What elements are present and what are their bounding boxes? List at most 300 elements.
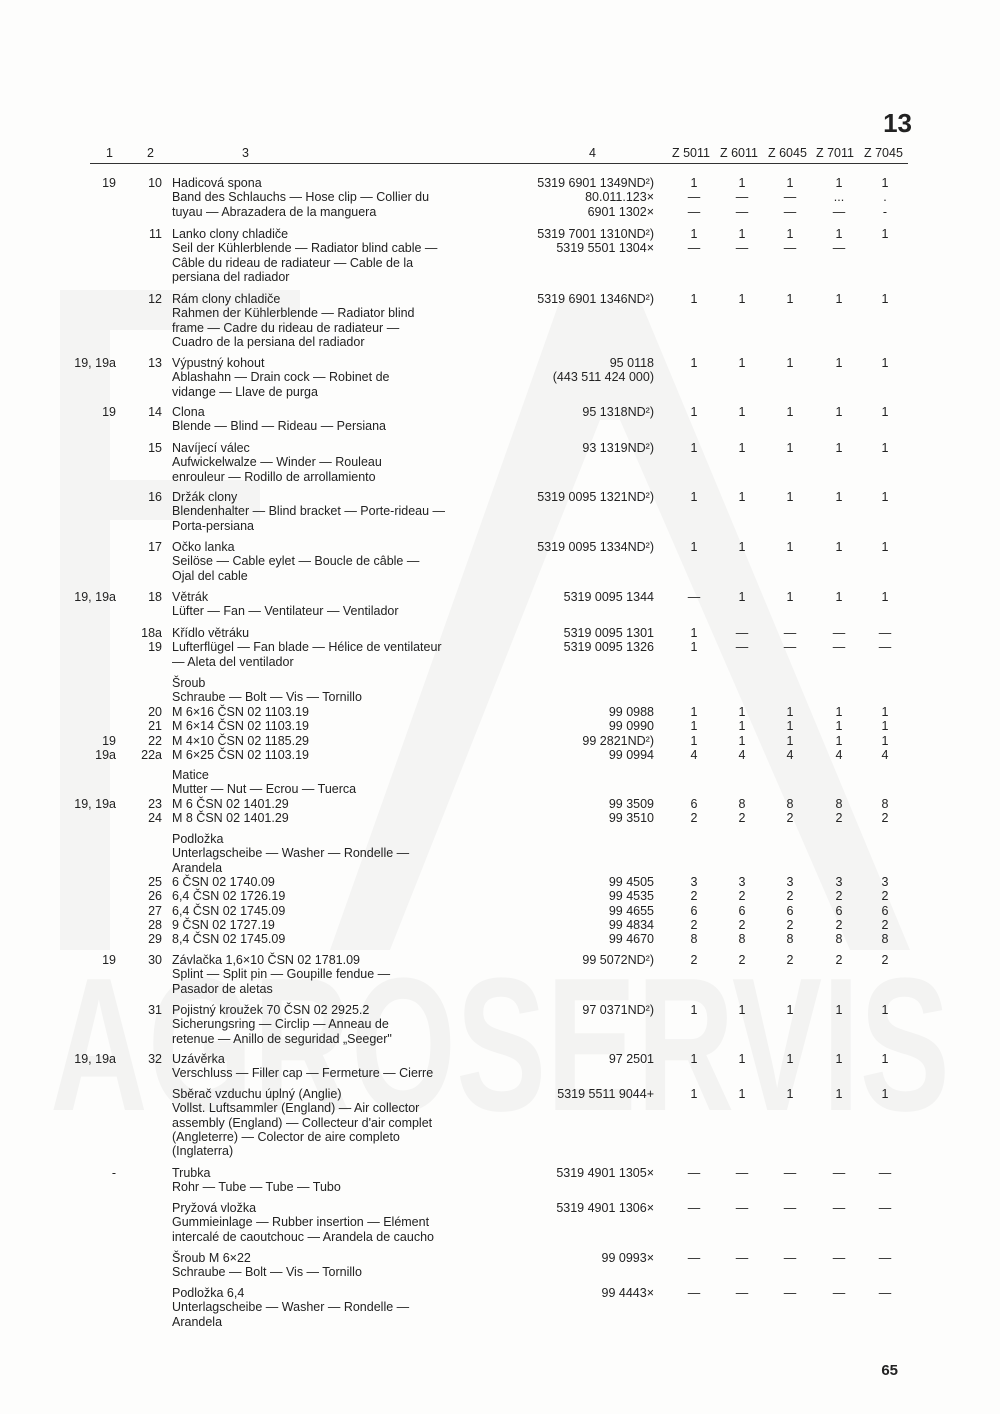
qty-cell-model-1 [730, 292, 754, 306]
qty-cell-model-3-line: — [832, 1251, 846, 1265]
ref-cell [60, 176, 116, 190]
position-line [136, 676, 162, 690]
qty-cell-model-4 [873, 797, 897, 826]
part-number-cell-line: 5319 0095 1301 [563, 626, 654, 640]
description-cell-line: Verschluss — Filler cap — Fermeture — Cierre [172, 1066, 434, 1081]
part-number-cell [500, 1286, 654, 1300]
description-cell [172, 405, 512, 434]
qty-cell-model-2-line: 2 [786, 917, 794, 932]
qty-cell-model-2-line: 1 [786, 705, 794, 719]
qty-cell-model-4 [873, 176, 897, 219]
qty-cell-model-1-line: — [735, 1286, 749, 1300]
qty-cell-model-3 [827, 227, 851, 256]
description-cell-line: 9 ČSN 02 1727.19 [172, 917, 275, 932]
description-cell-line: Cuadro de la persiana del radiador [172, 334, 365, 349]
part-number-cell-line: 99 0994 [608, 747, 654, 762]
ref-line: 19 [102, 176, 116, 190]
ref-cell [60, 1052, 116, 1066]
qty-cell-model-2 [778, 227, 802, 256]
qty-cell-model-3 [827, 1003, 851, 1017]
qty-cell-model-4 [873, 1087, 897, 1101]
qty-cell-model-3-line: 1 [835, 441, 843, 455]
qty-cell-model-0 [682, 797, 706, 826]
qty-cell-model-2-line: 1 [786, 176, 794, 190]
qty-cell-model-1 [730, 797, 754, 826]
part-number-cell [500, 953, 654, 967]
qty-cell-model-2 [778, 1003, 802, 1017]
position-cell [136, 768, 162, 782]
qty-cell-model-1-line: 1 [738, 540, 746, 554]
description-cell-line: assembly (England) — Collecteur d'air complet [172, 1115, 433, 1130]
qty-cell-model-4 [873, 441, 897, 455]
part-number-cell-line: 99 0988 [608, 705, 654, 719]
qty-cell-model-2-line: 2 [786, 811, 794, 826]
ref-line [60, 719, 116, 733]
description-cell-line: M 6 ČSN 02 1401.29 [172, 797, 289, 811]
position-cell [136, 1087, 162, 1101]
description-cell-line: 6 ČSN 02 1740.09 [172, 875, 275, 889]
ref-cell [60, 1251, 116, 1265]
ref-cell [60, 1166, 116, 1180]
description-cell-line: Lufterflügel — Fan blade — Hélice de ventilateur [172, 640, 442, 655]
ref-line [60, 441, 116, 455]
description-cell-line: M 4×10 ČSN 02 1185.29 [172, 733, 310, 748]
position-line [136, 1251, 162, 1265]
description-cell-line: M 6×25 ČSN 02 1103.19 [172, 747, 310, 762]
part-number-cell [500, 797, 654, 826]
part-number-cell-line: 5319 0095 1334ND²) [537, 540, 654, 554]
description-cell-line: Větrák [172, 590, 209, 604]
ref-line: 19, 19a [74, 590, 116, 604]
description-cell-line: Blende — Blind — Rideau — Persiana [172, 419, 387, 434]
qty-cell-model-2 [778, 441, 802, 455]
qty-cell-model-1-line: 1 [738, 590, 746, 604]
part-number-cell-line: 99 3509 [608, 797, 654, 811]
description-cell-line: Šroub M 6×22 [172, 1251, 251, 1265]
position-cell [136, 441, 162, 455]
qty-cell-model-3-line: 1 [835, 356, 843, 370]
qty-cell-model-2-line: 6 [786, 903, 794, 918]
qty-cell-model-2-line: — [783, 640, 797, 655]
qty-cell-model-1 [730, 1201, 754, 1215]
qty-cell-model-0-line: 1 [690, 227, 698, 241]
qty-cell-model-0 [682, 490, 706, 504]
qty-cell-model-0-line: 1 [690, 540, 698, 554]
ref-cell [60, 227, 116, 241]
ref-line [60, 832, 116, 846]
qty-cell-model-1-line: 1 [738, 1003, 746, 1017]
description-cell-line: Rohr — Tube — Tube — Tubo [172, 1180, 341, 1195]
qty-cell-model-1-line: — [735, 626, 749, 640]
qty-cell-model-4-line: 4 [881, 747, 889, 762]
part-number-cell-line: 99 0990 [608, 719, 654, 734]
ref-line [60, 705, 116, 719]
qty-cell-model-2-line: — [783, 1166, 797, 1180]
position-cell [136, 797, 162, 826]
qty-cell-model-4 [873, 292, 897, 306]
qty-cell-model-0 [682, 1003, 706, 1017]
qty-cell-model-3-line: 1 [835, 705, 843, 719]
description-cell-line: Očko lanka [172, 540, 235, 554]
part-number-cell [500, 176, 654, 219]
qty-cell-model-0-line: 6 [690, 797, 698, 811]
qty-cell-model-3 [827, 176, 851, 219]
qty-cell-model-0 [682, 356, 706, 370]
description-cell-line: Câble du rideau de radiateur — Cable de la [172, 255, 414, 270]
description-cell-line: Šroub [172, 676, 206, 690]
qty-cell-model-3 [827, 490, 851, 504]
qty-cell-model-2-line: 1 [786, 405, 794, 419]
qty-cell-model-0-line: 1 [690, 626, 698, 640]
description-cell-line: Arandela [172, 860, 223, 875]
description-cell [172, 832, 512, 875]
qty-cell-model-2 [778, 1286, 802, 1300]
qty-cell-model-0 [682, 626, 706, 655]
qty-cell-model-4-line: — [878, 1201, 892, 1215]
description-cell-line: Podložka 6,4 [172, 1286, 245, 1300]
qty-cell-model-2-line: 1 [786, 719, 794, 734]
part-number-cell-line: 93 1319ND²) [582, 441, 654, 455]
qty-cell-model-2 [778, 1087, 802, 1101]
ref-cell [60, 356, 116, 370]
ref-line [60, 1087, 116, 1101]
ref-cell [60, 705, 116, 762]
qty-cell-model-1-line: 1 [738, 405, 746, 419]
description-cell-line: Clona [172, 405, 205, 419]
qty-cell-model-2 [778, 797, 802, 826]
qty-cell-model-4-line: . [883, 190, 887, 205]
qty-cell-model-4-line: 1 [881, 540, 889, 554]
qty-cell-model-0-line: 1 [690, 356, 698, 370]
qty-cell-model-2-line: — [783, 1286, 797, 1300]
description-cell-line: Pasador de aletas [172, 981, 273, 996]
qty-cell-model-2-line: 1 [786, 1003, 794, 1017]
qty-cell-model-4-line: — [878, 1251, 892, 1265]
qty-cell-model-3 [827, 1087, 851, 1101]
qty-cell-model-1-line: 8 [738, 932, 746, 947]
qty-cell-model-4-line: 1 [881, 719, 889, 734]
part-number-cell-line: 99 5072ND²) [582, 953, 654, 967]
part-number-cell-line: 99 2821ND²) [582, 733, 654, 748]
header-col3: 3 [242, 146, 249, 160]
description-cell-line: Seil der Kühlerblende — Radiator blind cable — [172, 241, 438, 256]
qty-cell-model-2 [778, 1201, 802, 1215]
qty-cell-model-3-line: 2 [835, 889, 843, 904]
ref-cell [60, 676, 116, 690]
qty-cell-model-1-line: — [735, 190, 749, 205]
position-line: 11 [149, 227, 162, 241]
ref-line [60, 540, 116, 554]
qty-cell-model-4-line: 1 [881, 441, 889, 455]
qty-cell-model-4-line: 1 [881, 1087, 889, 1101]
part-number-cell-line: (443 511 424 000) [552, 370, 654, 385]
qty-cell-model-3 [827, 590, 851, 604]
position-line: 15 [148, 441, 162, 455]
ref-line [60, 676, 116, 690]
description-cell [172, 590, 512, 619]
qty-cell-model-2-line: — [783, 1201, 797, 1215]
description-cell-line: Rahmen der Kühlerblende — Radiator blind [172, 306, 415, 321]
qty-cell-model-4-line: — [878, 1286, 892, 1300]
qty-cell-model-0 [682, 441, 706, 455]
description-cell [172, 540, 512, 583]
qty-cell-model-3-line: 1 [835, 590, 843, 604]
part-number-cell-line: 5319 4901 1305× [556, 1166, 654, 1180]
ref-line: - [111, 1166, 116, 1180]
qty-cell-model-1-line: — [735, 1251, 749, 1265]
part-number-cell [500, 405, 654, 419]
position-cell [136, 227, 162, 241]
position-cell [136, 1201, 162, 1215]
position-line: 27 [148, 903, 162, 918]
position-line: 29 [148, 932, 162, 947]
qty-cell-model-3 [827, 405, 851, 419]
description-cell-line: Schraube — Bolt — Vis — Tornillo [172, 690, 362, 705]
description-cell-line: Gummieinlage — Rubber insertion — Elément [172, 1215, 430, 1230]
description-cell-line: Hadicová spona [172, 176, 262, 190]
position-line: 20 [148, 705, 162, 719]
qty-cell-model-2 [778, 1166, 802, 1180]
part-number-cell-line: 5319 5501 1304× [556, 241, 654, 256]
ref-line [60, 1251, 116, 1265]
qty-cell-model-3 [827, 1166, 851, 1180]
description-cell [172, 490, 512, 533]
qty-cell-model-4 [873, 1286, 897, 1300]
description-cell-line: Band des Schlauchs — Hose clip — Collier du [172, 190, 430, 205]
position-line: 24 [148, 811, 162, 826]
position-cell [136, 1166, 162, 1180]
description-cell-line: persiana del radiador [172, 269, 290, 284]
qty-cell-model-2-line: 1 [786, 540, 794, 554]
qty-cell-model-4-line: 3 [881, 875, 889, 889]
qty-cell-model-1-line: 1 [738, 719, 746, 734]
qty-cell-model-0-line: 1 [690, 292, 698, 306]
qty-cell-model-2-line: 3 [786, 875, 794, 889]
qty-cell-model-3-line: — [832, 626, 846, 640]
qty-cell-model-1-line: 1 [738, 356, 746, 370]
part-number-cell [500, 441, 654, 455]
qty-cell-model-2-line: 1 [786, 227, 794, 241]
qty-cell-model-1 [730, 356, 754, 370]
description-cell [172, 768, 512, 797]
qty-cell-model-3-line: 1 [835, 405, 843, 419]
position-line: 32 [148, 1052, 162, 1066]
part-number-cell-line: 5319 0095 1326 [563, 640, 654, 655]
ref-line: 19, 19a [74, 356, 116, 370]
qty-cell-model-3-line: — [832, 204, 846, 219]
description-cell [172, 227, 512, 284]
position-line: 17 [148, 540, 162, 554]
description-cell-line: enrouleur — Rodillo de arrollamiento [172, 469, 376, 484]
qty-cell-model-0 [682, 705, 706, 762]
part-number-cell-line: 5319 0095 1344 [563, 590, 654, 604]
description-cell [172, 441, 512, 484]
qty-cell-model-1 [730, 540, 754, 554]
qty-cell-model-4-line: 1 [881, 405, 889, 419]
qty-cell-model-4-line: 2 [881, 811, 889, 826]
part-number-cell [500, 227, 654, 256]
qty-cell-model-1-line: — [735, 1166, 749, 1180]
description-cell [172, 1251, 512, 1280]
qty-cell-model-3 [827, 356, 851, 370]
position-line: 26 [148, 889, 162, 904]
description-cell [172, 1052, 512, 1081]
description-cell-line: Porta-persiana [172, 518, 254, 533]
qty-cell-model-2 [778, 490, 802, 504]
description-cell-line: Aufwickelwalze — Winder — Rouleau [172, 455, 382, 470]
description-cell-line: — Aleta del ventilador [172, 654, 294, 669]
qty-cell-model-0-line: 1 [690, 640, 698, 655]
qty-cell-model-3-line: 6 [835, 903, 843, 918]
qty-cell-model-2-line: — [783, 204, 797, 219]
qty-cell-model-1-line: 1 [738, 733, 746, 748]
qty-cell-model-2-line: 1 [786, 292, 794, 306]
part-number-cell-line: 5319 7001 1310ND²) [537, 227, 654, 241]
qty-cell-model-0-line: 6 [690, 903, 698, 918]
ref-cell [60, 953, 116, 967]
qty-cell-model-0-line: 1 [690, 176, 698, 190]
qty-cell-model-2 [778, 356, 802, 370]
part-number-cell-line: 95 0118 [609, 356, 654, 370]
qty-cell-model-4-line: 1 [881, 356, 889, 370]
position-line: 12 [148, 292, 162, 306]
ref-cell [60, 797, 116, 811]
part-number-cell [500, 292, 654, 306]
position-cell [136, 540, 162, 554]
description-cell-line: Matice [172, 768, 209, 782]
qty-cell-model-3-line: 3 [835, 875, 843, 889]
ref-line: 19 [102, 953, 116, 967]
qty-cell-model-1 [730, 176, 754, 219]
qty-cell-model-0 [682, 1286, 706, 1300]
qty-cell-model-0 [682, 405, 706, 419]
description-cell [172, 1087, 512, 1158]
description-cell-line: Držák clony [172, 490, 238, 504]
ref-line: 19 [102, 733, 116, 748]
qty-cell-model-2-line: 1 [786, 356, 794, 370]
qty-cell-model-1 [730, 1087, 754, 1101]
qty-cell-model-1-line: 1 [738, 490, 746, 504]
description-cell-line: Pryžová vložka [172, 1201, 257, 1215]
description-cell [172, 1201, 512, 1244]
qty-cell-model-0-line: 1 [690, 405, 698, 419]
part-number-cell-line: 5319 6901 1346ND²) [537, 292, 654, 306]
position-line: 10 [148, 176, 162, 190]
description-cell-line: 6,4 ČSN 02 1745.09 [172, 903, 286, 918]
description-cell [172, 953, 512, 996]
qty-cell-model-0-line: 1 [690, 1087, 698, 1101]
qty-cell-model-4-line: 1 [881, 1003, 889, 1017]
position-line: 30 [148, 953, 162, 967]
part-number-cell-line: 5319 4901 1306× [556, 1201, 654, 1215]
qty-cell-model-2-line: — [783, 1251, 797, 1265]
description-cell-line: Ojal del cable [172, 568, 248, 583]
part-number-cell-line: 6901 1302× [587, 204, 654, 219]
qty-cell-model-4 [873, 1166, 897, 1180]
qty-cell-model-2-line: 2 [786, 889, 794, 904]
part-number-cell-line: 99 4443× [601, 1286, 654, 1300]
position-cell [136, 626, 162, 655]
position-cell [136, 292, 162, 306]
position-line: 23 [148, 797, 162, 811]
qty-cell-model-3 [827, 1201, 851, 1215]
description-cell [172, 626, 512, 669]
description-cell-line: Navíjecí válec [172, 441, 250, 455]
watermark-text: AGROSERVIS [50, 939, 951, 1151]
qty-cell-model-4-line: 2 [881, 917, 889, 932]
qty-cell-model-2 [778, 590, 802, 604]
part-number-cell-line: 5319 0095 1321ND²) [537, 490, 654, 504]
qty-cell-model-1 [730, 1286, 754, 1300]
description-cell-line: (Inglaterra) [172, 1144, 234, 1159]
qty-cell-model-1-line: 1 [738, 1087, 746, 1101]
qty-cell-model-3 [827, 1251, 851, 1265]
part-number-cell-line: 99 3510 [608, 811, 654, 826]
qty-cell-model-1 [730, 953, 754, 967]
description-cell-line: Závlačka 1,6×10 ČSN 02 1781.09 [172, 953, 360, 967]
position-line: 25 [148, 875, 162, 889]
qty-cell-model-4 [873, 490, 897, 504]
qty-cell-model-0-line: 1 [690, 1052, 698, 1066]
qty-cell-model-0-line: — [687, 1166, 701, 1180]
ref-cell [60, 590, 116, 604]
qty-cell-model-2-line: — [783, 241, 797, 256]
qty-cell-model-0-line: 1 [690, 733, 698, 748]
position-line: 21 [148, 719, 162, 734]
ref-cell [60, 405, 116, 419]
qty-cell-model-4 [873, 953, 897, 967]
part-number-cell [500, 1052, 654, 1066]
part-number-cell-line: 97 0371ND²) [582, 1003, 654, 1017]
qty-cell-model-4-line: 1 [881, 490, 889, 504]
description-cell-line: M 6×16 ČSN 02 1103.19 [172, 705, 310, 719]
qty-cell-model-3 [827, 1286, 851, 1300]
qty-cell-model-1-line: 4 [738, 747, 746, 762]
qty-cell-model-1 [730, 590, 754, 604]
qty-cell-model-4-line: 1 [881, 590, 889, 604]
qty-cell-model-3-line: 1 [835, 490, 843, 504]
qty-cell-model-4-line: 1 [881, 733, 889, 748]
part-number-cell [500, 626, 654, 655]
qty-cell-model-0-line: — [687, 1286, 701, 1300]
qty-cell-model-0-line: — [687, 190, 701, 205]
qty-cell-model-2-line: 1 [786, 1087, 794, 1101]
qty-cell-model-3-line: 1 [835, 227, 843, 241]
part-number-cell-line: 5319 5511 9044+ [557, 1087, 654, 1101]
position-cell [136, 676, 162, 690]
position-cell [136, 705, 162, 762]
description-cell [172, 356, 512, 399]
qty-cell-model-4-line: 8 [881, 797, 889, 811]
position-cell [136, 832, 162, 846]
description-cell-line: intercalé de caoutchouc — Arandela de caucho [172, 1229, 434, 1244]
qty-cell-model-3-line: 1 [835, 1087, 843, 1101]
qty-cell-model-3-line: ... [833, 190, 845, 205]
position-line: 16 [148, 490, 162, 504]
description-cell-line: Lüfter — Fan — Ventilateur — Ventilador [172, 604, 399, 619]
ref-cell [60, 540, 116, 554]
part-number-cell [500, 590, 654, 604]
qty-cell-model-2 [778, 1052, 802, 1066]
ref-cell [60, 875, 116, 889]
qty-cell-model-0 [682, 1251, 706, 1265]
qty-cell-model-1 [730, 1052, 754, 1066]
description-cell-line: frame — Cadre du rideau de radiateur — [172, 320, 400, 335]
qty-cell-model-4 [873, 227, 897, 241]
description-cell-line: vidange — Llave de purga [172, 384, 318, 399]
position-line [136, 1286, 162, 1300]
qty-cell-model-3-line: — [832, 1286, 846, 1300]
